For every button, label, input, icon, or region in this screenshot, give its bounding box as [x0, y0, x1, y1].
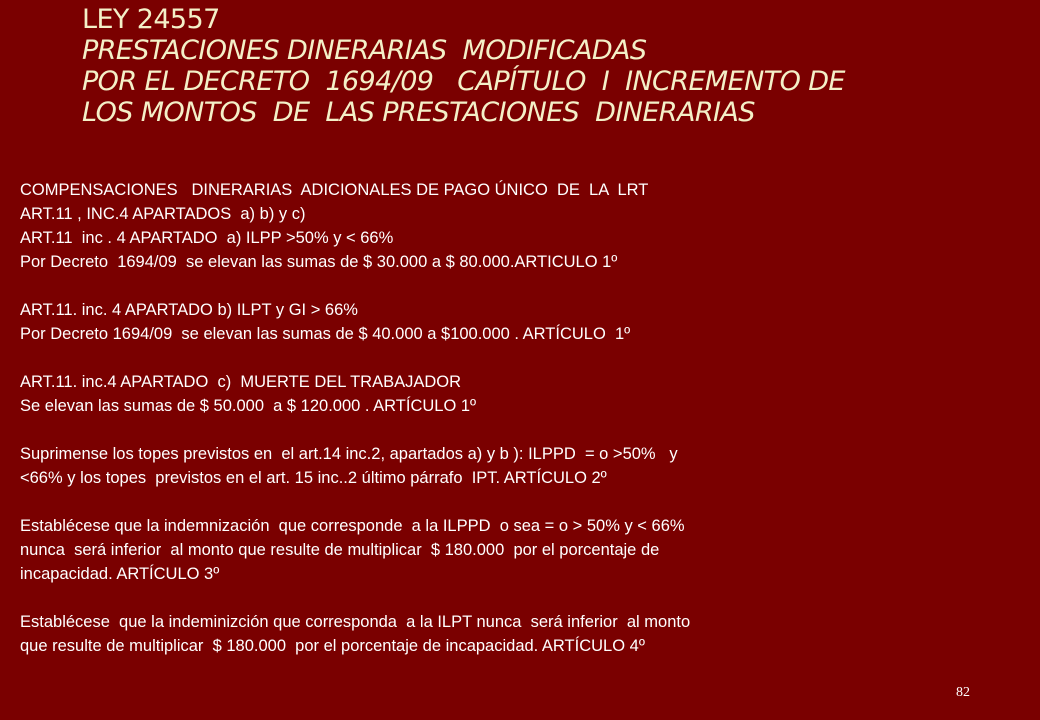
- paragraph-spacer: [20, 586, 1020, 610]
- body-line: Se elevan las sumas de $ 50.000 a $ 120.000 . ARTÍCULO 1º: [20, 397, 477, 415]
- slide-body: [20, 178, 1020, 658]
- paragraph-spacer: [20, 274, 1020, 298]
- body-line: ART.11. inc. 4 APARTADO b) ILPT y GI > 66%: [20, 301, 358, 319]
- title-line-2: PRESTACIONES DINERARIAS MODIFICADAS: [82, 35, 647, 66]
- body-line: ART.11. inc.4 APARTADO c) MUERTE DEL TRABAJADOR: [20, 373, 462, 391]
- body-line: Por Decreto 1694/09 se elevan las sumas de $ 30.000 a $ 80.000.ARTICULO 1º: [20, 253, 618, 271]
- body-line: ART.11 inc . 4 APARTADO a) ILPP >50% y < 66%: [20, 229, 394, 247]
- title-line-4: LOS MONTOS DE LAS PRESTACIONES DINERARIAS: [82, 97, 755, 128]
- body-line: nunca será inferior al monto que resulte de multiplicar $ 180.000 por el porcentaje de: [20, 541, 660, 559]
- body-line: Establécese que la indemnización que corresponde a la ILPPD o sea = o > 50% y < 66%: [20, 517, 685, 535]
- title-law-number: LEY 24557: [82, 4, 220, 35]
- body-line: ART.11 , INC.4 APARTADOS a) b) y c): [20, 205, 306, 223]
- slide-title: [82, 4, 1022, 128]
- body-line: incapacidad. ARTÍCULO 3º: [20, 565, 220, 583]
- paragraph-spacer: [20, 490, 1020, 514]
- body-line: <66% y los topes previstos en el art. 15 inc..2 último párrafo IPT. ARTÍCULO 2º: [20, 469, 607, 487]
- title-line-3: POR EL DECRETO 1694/09 CAPÍTULO I INCREMENTO DE: [82, 66, 845, 97]
- body-line: Por Decreto 1694/09 se elevan las sumas de $ 40.000 a $100.000 . ARTÍCULO 1º: [20, 325, 631, 343]
- paragraph-spacer: [20, 346, 1020, 370]
- body-line: Establécese que la indeminizción que corresponda a la ILPT nunca será inferior al monto: [20, 613, 691, 631]
- body-line: Suprimense los topes previstos en el art.14 inc.2, apartados a) y b ): ILPPD = o >50% y: [20, 445, 678, 463]
- paragraph-spacer: [20, 418, 1020, 442]
- body-heading: COMPENSACIONES DINERARIAS ADICIONALES DE PAGO ÚNICO DE LA LRT: [20, 181, 649, 199]
- page-number: 82: [956, 685, 970, 700]
- body-line: que resulte de multiplicar $ 180.000 por el porcentaje de incapacidad. ARTÍCULO 4º: [20, 637, 645, 655]
